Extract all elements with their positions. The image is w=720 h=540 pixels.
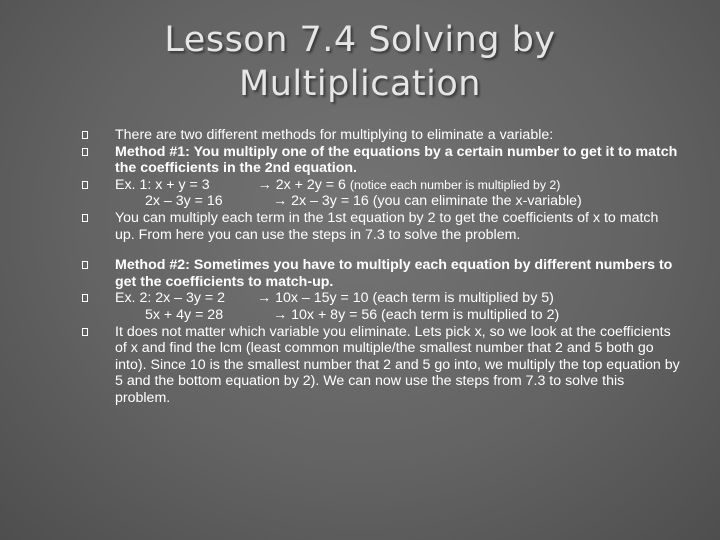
square-bullet-icon: [82, 181, 88, 189]
example-2-transformed-2: → 10x + 8y = 56 (each term is multiplied to 2): [273, 306, 560, 323]
example-1-equation-2: 2x – 3y = 16: [145, 193, 223, 210]
slide-title: [100, 18, 620, 106]
square-bullet-icon: [82, 214, 88, 222]
square-bullet-icon: [82, 261, 88, 269]
example-1-note: (notice each number is multiplied by 2): [349, 177, 561, 192]
example-1-prefix: Ex. 1:: [115, 176, 152, 193]
example-2-transformed-1: → 10x – 15y = 10 (each term is multiplied by 5): [256, 290, 554, 307]
example-1-transformed-1: → 2x + 2y = 6: [257, 176, 346, 193]
explain-1-text: You can multiply each term in the 1st equation by 2 to get the coefficients of x to match up. From here you can use the steps in 7.3 to solve the problem.: [115, 209, 659, 243]
example-1-line-2: [82, 193, 682, 210]
method-2-text: Method #2: Sometimes you have to multiply each equation by different numbers to get the coefficients to match-up.: [115, 257, 673, 290]
bullet-method-1: [82, 144, 682, 177]
slide-title-line-2: Multiplication: [239, 64, 481, 104]
bullet-example-1: [82, 177, 682, 194]
explain-2-text: It does not matter which variable you eliminate. Lets pick x, so we look at the coefficients of x and find the lcm (least common multiple/the smallest number that 2 and 5 both go into). Since 10 is the smallest number that 2 and 5 go into, we multiply the top equation by 5 and the bottom equation by 2). We can now use the steps from 7.3 to solve this problem.: [115, 323, 680, 406]
slide-title-line-1: Lesson 7.4 Solving by: [164, 20, 556, 60]
square-bullet-icon: [82, 328, 88, 336]
example-2-line-2: [82, 307, 682, 324]
example-1-equation-1: x + y = 3: [155, 176, 210, 193]
bullet-explain-1: [82, 210, 682, 243]
example-2-equation-2: 5x + 4y = 28: [145, 306, 224, 323]
square-bullet-icon: [82, 131, 88, 139]
bullet-intro: [82, 127, 682, 144]
method-1-text: Method #1: You multiply one of the equations by a certain number to get it to match the coefficients in the 2nd equation.: [115, 143, 678, 177]
square-bullet-icon: [82, 148, 88, 156]
intro-text: There are two different methods for multiplying to eliminate a variable:: [115, 127, 554, 143]
slide-content: [82, 127, 682, 407]
example-2-prefix: Ex. 2:: [115, 290, 152, 307]
example-1-transformed-2: → 2x – 3y = 16 (you can eliminate the x-variable): [273, 193, 582, 210]
example-2-equation-1: 2x – 3y = 2: [155, 290, 226, 307]
bullet-example-2: [82, 290, 682, 307]
bullet-explain-2: [82, 324, 682, 407]
square-bullet-icon: [82, 294, 88, 302]
bullet-method-2: [82, 257, 682, 290]
